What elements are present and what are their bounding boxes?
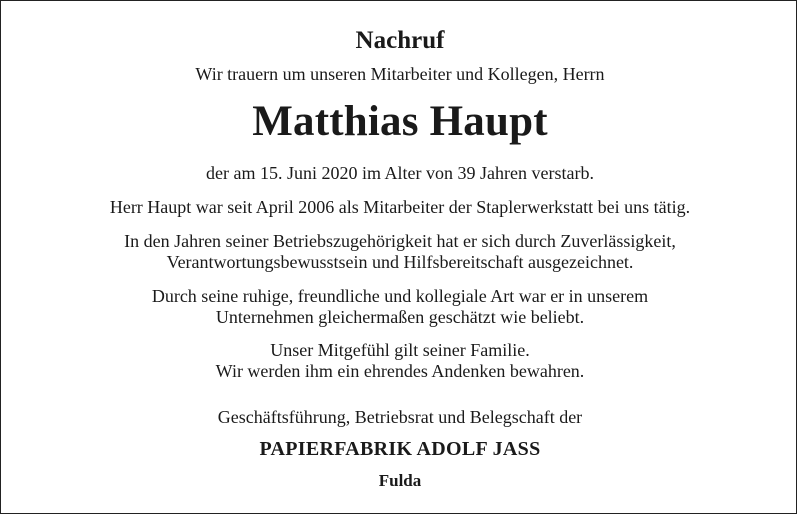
character-text-line: Durch seine ruhige, freundliche und kollegiale Art war er in unserem [151, 286, 649, 306]
company-name: PAPIERFABRIK ADOLF JASS [259, 438, 541, 460]
tribute-text-line: In den Jahren seiner Betriebszugehörigkeit hat er sich durch Zuverlässigkeit, [124, 231, 676, 251]
intro-text: Wir trauern um unseren Mitarbeiter und Kollegen, Herrn [195, 64, 605, 84]
character-text-line: Unternehmen gleichermaßen geschätzt wie beliebt. [215, 307, 585, 327]
notice-title: Nachruf [355, 27, 445, 54]
tribute-text-line: Verantwortungsbewusstsein und Hilfsbereitschaft ausgezeichnet. [166, 252, 634, 272]
signature-line: Geschäftsführung, Betriebsrat und Belegschaft der [217, 407, 583, 427]
company-city: Fulda [378, 471, 422, 490]
death-date-text: der am 15. Juni 2020 im Alter von 39 Jahren verstarb. [206, 163, 594, 183]
condolence-text-line: Unser Mitgefühl gilt seiner Familie. [270, 340, 530, 360]
condolence-text-line: Wir werden ihm ein ehrendes Andenken bewahren. [215, 361, 585, 381]
deceased-name: Matthias Haupt [252, 98, 548, 145]
employment-text: Herr Haupt war seit April 2006 als Mitarbeiter der Staplerwerkstatt bei uns tätig. [109, 197, 691, 217]
